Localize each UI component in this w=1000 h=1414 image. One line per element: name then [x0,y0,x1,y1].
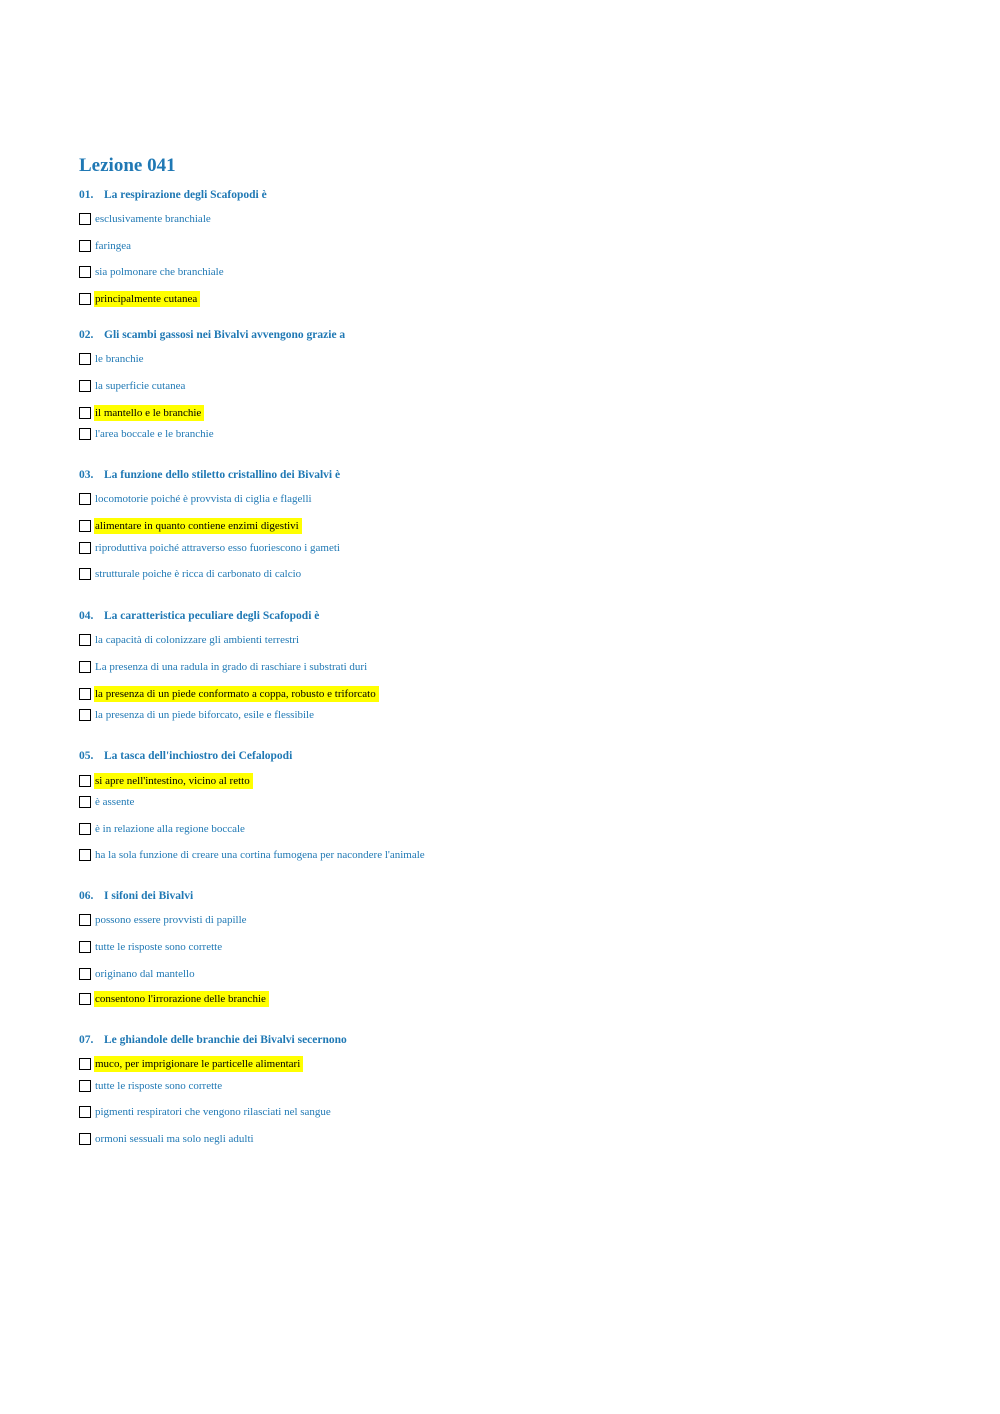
answer-option[interactable] [79,847,428,863]
answer-text: sia polmonare che branchiale [95,266,224,278]
question-number: 03. [79,469,94,481]
answer-text-highlighted: la presenza di un piede conformato a coppa, robusto e triforcato [94,686,379,702]
answer-option[interactable] [79,991,269,1007]
answer-checkbox[interactable] [79,542,91,554]
answer-option[interactable] [79,1104,334,1120]
answer-checkbox[interactable] [79,293,91,305]
answer-text: le branchie [95,353,144,365]
question-1 [79,188,267,202]
answer-checkbox[interactable] [79,266,91,278]
answer-option[interactable] [79,540,343,556]
question-4 [79,609,319,623]
answer-checkbox[interactable] [79,941,91,953]
answer-checkbox[interactable] [79,1106,91,1118]
answer-checkbox[interactable] [79,520,91,532]
answer-checkbox[interactable] [79,407,91,419]
question-number: 07. [79,1034,94,1046]
answer-text-highlighted: si apre nell'intestino, vicino al retto [94,773,253,789]
answer-text: faringea [95,240,132,252]
answer-option[interactable] [79,351,147,367]
answer-text: ha la sola funzione di creare una cortina fumogena per nacondere l'animale [95,849,425,861]
answer-checkbox[interactable] [79,1133,91,1145]
question-6 [79,889,193,903]
answer-checkbox[interactable] [79,849,91,861]
answer-text-highlighted: il mantello e le branchie [94,405,204,421]
answer-text: possono essere provvisti di papille [95,914,247,926]
answer-text: la presenza di un piede biforcato, esile e flessibile [95,709,314,721]
answer-checkbox[interactable] [79,993,91,1005]
answer-text: strutturale poiche è ricca di carbonato di calcio [95,568,302,580]
answer-option[interactable] [79,1078,225,1094]
answer-text: riproduttiva poiché attraverso esso fuoriescono i gameti [95,542,340,554]
answer-option[interactable] [79,912,250,928]
question-number: 05. [79,750,94,762]
answer-text-highlighted: muco, per imprigionare le particelle alimentari [94,1056,303,1072]
answer-option[interactable] [79,491,315,507]
answer-checkbox[interactable] [79,661,91,673]
answer-option[interactable] [79,378,188,394]
answer-option[interactable] [79,405,204,421]
answer-text: La presenza di una radula in grado di raschiare i substrati duri [95,661,368,673]
answer-checkbox[interactable] [79,796,91,808]
answer-text: pigmenti respiratori che vengono rilasciati nel sangue [95,1106,331,1118]
page-title: Lezione 041 [79,155,176,176]
answer-text: locomotorie poiché è provvista di ciglia e flagelli [95,493,312,505]
answer-text-highlighted: principalmente cutanea [94,291,200,307]
question-7 [79,1033,347,1047]
question-text: La respirazione degli Scafopodi è [104,189,267,201]
answer-option[interactable] [79,566,304,582]
answer-option[interactable] [79,794,137,810]
answer-option[interactable] [79,966,198,982]
answer-text: l'area boccale e le branchie [95,428,214,440]
answer-option[interactable] [79,211,214,227]
answer-checkbox[interactable] [79,823,91,835]
question-text: La tasca dell'inchiostro dei Cefalopodi [104,750,293,762]
answer-checkbox[interactable] [79,428,91,440]
answer-option[interactable] [79,773,253,789]
question-number: 02. [79,329,94,341]
answer-option[interactable] [79,821,248,837]
question-text: I sifoni dei Bivalvi [104,890,194,902]
question-number: 04. [79,610,94,622]
answer-checkbox[interactable] [79,1058,91,1070]
question-5 [79,749,292,763]
question-text: Le ghiandole delle branchie dei Bivalvi secernono [104,1034,347,1046]
answer-option[interactable] [79,264,227,280]
answer-option[interactable] [79,632,302,648]
answer-option[interactable] [79,1131,257,1147]
answer-text-highlighted: consentono l'irrorazione delle branchie [94,991,269,1007]
answer-text: tutte le risposte sono corrette [95,1080,223,1092]
answer-checkbox[interactable] [79,213,91,225]
answer-text: la capacità di colonizzare gli ambienti terrestri [95,634,300,646]
answer-checkbox[interactable] [79,634,91,646]
answer-option[interactable] [79,1056,303,1072]
answer-text: è assente [95,796,135,808]
answer-option[interactable] [79,686,379,702]
question-2 [79,328,345,342]
answer-text: esclusivamente branchiale [95,213,211,225]
answer-checkbox[interactable] [79,914,91,926]
question-text: La funzione dello stiletto cristallino dei Bivalvi è [104,469,341,481]
answer-text-highlighted: alimentare in quanto contiene enzimi digestivi [94,518,302,534]
answer-option[interactable] [79,707,317,723]
answer-checkbox[interactable] [79,353,91,365]
answer-option[interactable] [79,426,217,442]
answer-option[interactable] [79,659,370,675]
answer-checkbox[interactable] [79,493,91,505]
answer-checkbox[interactable] [79,380,91,392]
answer-checkbox[interactable] [79,240,91,252]
question-3 [79,468,340,482]
answer-text: ormoni sessuali ma solo negli adulti [95,1133,254,1145]
answer-option[interactable] [79,291,200,307]
answer-checkbox[interactable] [79,775,91,787]
answer-checkbox[interactable] [79,688,91,700]
answer-text: originano dal mantello [95,968,195,980]
answer-option[interactable] [79,238,134,254]
answer-checkbox[interactable] [79,1080,91,1092]
question-number: 01. [79,189,94,201]
answer-checkbox[interactable] [79,709,91,721]
question-text: La caratteristica peculiare degli Scafopodi è [104,610,320,622]
answer-checkbox[interactable] [79,568,91,580]
answer-option[interactable] [79,518,302,534]
answer-text: è in relazione alla regione boccale [95,823,245,835]
answer-option[interactable] [79,939,225,955]
answer-checkbox[interactable] [79,968,91,980]
answer-text: tutte le risposte sono corrette [95,941,223,953]
question-text: Gli scambi gassosi nei Bivalvi avvengono grazie a [104,329,346,341]
question-number: 06. [79,890,94,902]
answer-text: la superficie cutanea [95,380,186,392]
